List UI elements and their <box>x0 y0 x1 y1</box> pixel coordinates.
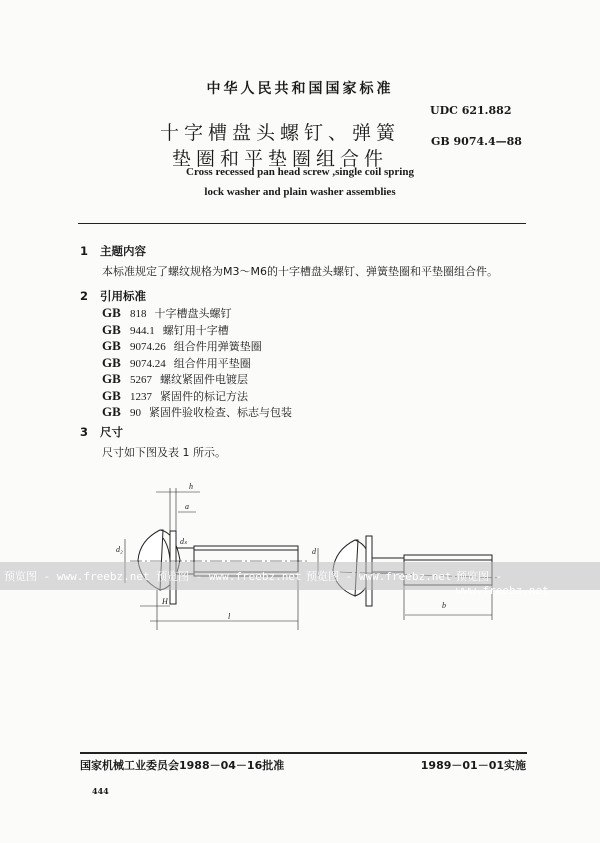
approval-date: 国家机械工业委员会1988－04－16批准 <box>80 759 285 772</box>
reference-number: 5267 <box>130 374 152 386</box>
watermark-band <box>0 562 600 597</box>
watermark-text: 预览图 - www.freebz.net <box>306 570 452 583</box>
reference-title: 螺钉用十字槽 <box>162 323 229 337</box>
section-title: 引用标准 <box>100 289 147 303</box>
reference-item <box>102 322 229 338</box>
label-d: d <box>312 547 316 556</box>
section-2-heading <box>80 288 146 304</box>
gb-number: GB 9074.4—88 <box>431 135 522 148</box>
section-title: 尺寸 <box>100 425 124 439</box>
reference-prefix: GB <box>102 404 121 419</box>
reference-number: 1237 <box>130 390 152 403</box>
udc-number: UDC 621.882 <box>430 104 512 117</box>
reference-prefix: GB <box>102 321 121 337</box>
reference-title: 十字槽盘头螺钉 <box>154 307 232 320</box>
reference-item <box>102 338 262 354</box>
label-l: l <box>228 612 231 621</box>
reference-title: 组合件用弹簧垫圈 <box>173 340 262 353</box>
watermark-text: 预览图 - www.freebz.net <box>4 570 150 583</box>
reference-prefix: GB <box>102 354 121 370</box>
label-d2: d₂ <box>116 545 123 554</box>
title-line-1: 十字槽盘头螺钉、弹簧 <box>159 122 400 144</box>
reference-title: 紧固件验收检查、标志与包装 <box>149 406 292 419</box>
effective-date: 1989－01－01实施 <box>420 759 526 772</box>
reference-number: 9074.24 <box>130 357 166 370</box>
title-line-2: 垫圈和平垫圈组合件 <box>171 148 388 170</box>
reference-number: 9074.26 <box>130 341 166 353</box>
reference-number: 90 <box>130 407 141 419</box>
label-a: a <box>185 502 189 511</box>
section-1-body: 本标准规定了螺纹规格为M3～M6的十字槽盘头螺钉、弹簧垫圈和平垫圈组合件。 <box>102 265 498 278</box>
watermark-text: 预览图 - www.freebz.net <box>156 570 302 583</box>
section-3-body: 尺寸如下图及表 1 所示。 <box>102 446 226 459</box>
label-h: h <box>189 482 193 491</box>
section-number: 2 <box>80 289 89 303</box>
reference-item <box>102 355 251 371</box>
reference-number: 944.1 <box>130 324 155 337</box>
section-1-heading <box>80 243 146 259</box>
page-number: 444 <box>92 786 109 796</box>
section-number: 3 <box>80 425 89 439</box>
english-title-1: Cross recessed pan head screw ,single coil spring <box>186 166 414 178</box>
standard-type: 中华人民共和国国家标准 <box>206 81 394 97</box>
footer-divider <box>80 752 527 754</box>
english-title-2: lock washer and plain washer assemblies <box>204 186 396 198</box>
section-3-heading <box>80 424 123 440</box>
screw-assembly-view-1 <box>125 488 318 630</box>
header-divider <box>78 223 526 224</box>
reference-item <box>102 305 232 321</box>
reference-prefix: GB <box>102 305 121 320</box>
screw-assembly-drawing <box>0 480 600 640</box>
section-number: 1 <box>80 244 89 258</box>
reference-title: 螺纹紧固件电镀层 <box>160 373 248 386</box>
watermark-text: 预览图 - www.freebz.net <box>456 570 549 597</box>
label-ds: dₛ <box>180 537 187 546</box>
reference-prefix: GB <box>102 338 121 353</box>
reference-prefix: GB <box>102 371 121 386</box>
reference-number: 818 <box>130 308 147 320</box>
reference-title: 紧固件的标记方法 <box>160 389 248 403</box>
reference-item <box>102 388 248 404</box>
reference-title: 组合件用平垫圈 <box>173 356 251 370</box>
label-b: b <box>442 601 446 610</box>
reference-item <box>102 371 248 387</box>
reference-item <box>102 404 292 420</box>
reference-prefix: GB <box>102 387 121 403</box>
section-title: 主题内容 <box>100 244 147 258</box>
label-H: H <box>162 597 168 606</box>
